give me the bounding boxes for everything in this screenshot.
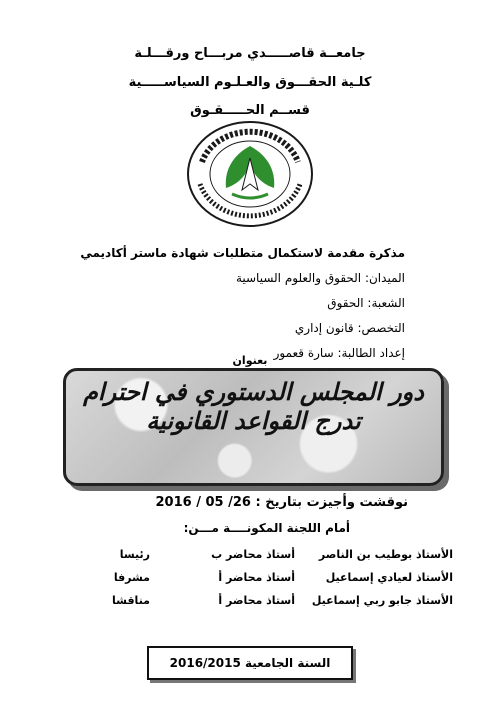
committee-member-rank: أستاذ محاضر أ [218, 594, 295, 607]
branch-line: الشعبة: الحقوق [327, 296, 405, 310]
titled-label: بعنوان [232, 354, 268, 367]
university-logo [180, 118, 320, 230]
committee-member-name: الأستاذ لعيادي إسماعيل [325, 571, 453, 584]
specialty-line: التخصص: قانون إداري [294, 321, 405, 335]
committee-member-role: مناقشا [112, 594, 150, 607]
committee-member-role: مشرفا [113, 571, 150, 584]
university-name: جامعــة قاصـــــدي مربـــاح ورقـــلـة [134, 46, 366, 61]
thesis-title-box [63, 368, 444, 486]
faculty-name: كلـية الحقـــوق والعـلـوم السياســـــية [128, 75, 372, 90]
committee-member-rank: أستاذ محاضر أ [218, 571, 295, 584]
committee-heading: أمام اللجنة المكونــــة مـــن: [183, 521, 350, 535]
field-line: الميدان: الحقوق والعلوم السياسية [235, 271, 405, 285]
committee-member-rank: أستاذ محاضر ب [211, 548, 295, 561]
academic-year: السنة الجامعية 2016/2015 [147, 646, 353, 680]
committee-member-role: رئيسا [119, 548, 150, 561]
committee-member-name: الأستاذ جابو ربي إسماعيل [311, 594, 453, 607]
memo-description: مذكرة مقدمة لاستكمال متطلبات شهادة ماستر أكاديمي [80, 246, 405, 260]
department-name: قســم الحـــــقـوق [190, 103, 310, 118]
committee-member-name: الأستاذ بوطيب بن الناصر [318, 548, 453, 561]
prepared-by-line: إعداد الطالبة: سارة قعمور [273, 346, 405, 360]
defense-date: نوقشت وأجيزت بتاريخ : 26/ 05 / 2016 [155, 495, 408, 510]
thesis-title: دور المجلس الدستوري في احترام تدرج القواعد القانونية [83, 377, 424, 435]
